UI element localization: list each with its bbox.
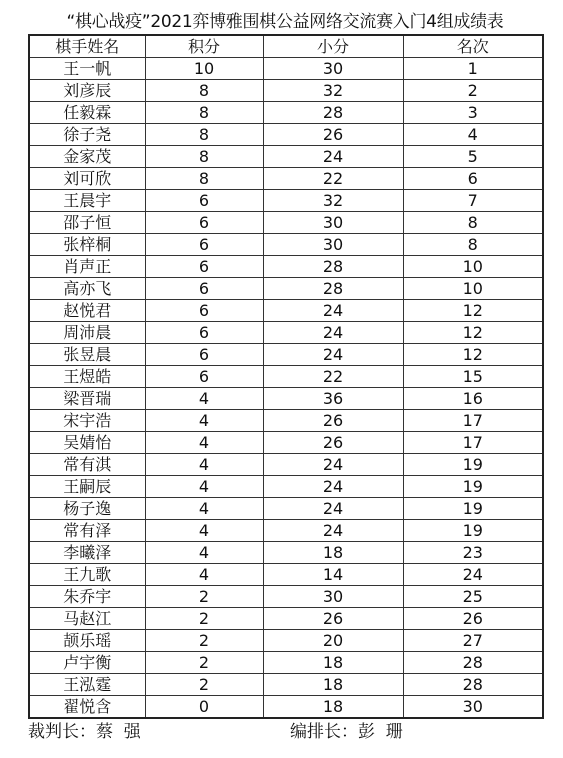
table-row <box>29 674 543 696</box>
document-title: “棋心战疫”2021弈博雅围棋公益网络交流赛入门4组成绩表 <box>66 12 504 32</box>
cell-tiebreak: 24 <box>263 498 403 520</box>
cell-rank: 16 <box>403 388 543 410</box>
cell-points: 6 <box>145 344 263 366</box>
cell-player-name: 王一帆 <box>29 58 145 80</box>
table-row <box>29 278 543 300</box>
cell-player-name: 周沛晨 <box>29 322 145 344</box>
cell-points: 4 <box>145 388 263 410</box>
table-row <box>29 608 543 630</box>
cell-player-name: 吴婧怡 <box>29 432 145 454</box>
cell-player-name: 邵子恒 <box>29 212 145 234</box>
cell-rank: 6 <box>403 168 543 190</box>
cell-player-name: 赵悦君 <box>29 300 145 322</box>
header-tiebreak: 小分 <box>263 35 403 58</box>
cell-rank: 24 <box>403 564 543 586</box>
cell-points: 4 <box>145 498 263 520</box>
table-row <box>29 432 543 454</box>
table-row <box>29 124 543 146</box>
cell-player-name: 常有淇 <box>29 454 145 476</box>
cell-points: 2 <box>145 586 263 608</box>
table-row <box>29 256 543 278</box>
cell-tiebreak: 24 <box>263 344 403 366</box>
cell-rank: 19 <box>403 498 543 520</box>
cell-points: 2 <box>145 674 263 696</box>
cell-tiebreak: 28 <box>263 278 403 300</box>
cell-rank: 28 <box>403 674 543 696</box>
table-row <box>29 652 543 674</box>
cell-player-name: 任毅霖 <box>29 102 145 124</box>
header-rank: 名次 <box>403 35 543 58</box>
cell-player-name: 王九歌 <box>29 564 145 586</box>
table-row <box>29 586 543 608</box>
cell-tiebreak: 18 <box>263 652 403 674</box>
cell-points: 4 <box>145 454 263 476</box>
cell-tiebreak: 30 <box>263 586 403 608</box>
table-row <box>29 58 543 80</box>
table-row <box>29 454 543 476</box>
cell-tiebreak: 22 <box>263 168 403 190</box>
cell-player-name: 翟悦含 <box>29 696 145 719</box>
cell-tiebreak: 24 <box>263 322 403 344</box>
table-row <box>29 696 543 719</box>
table-row <box>29 234 543 256</box>
cell-points: 4 <box>145 476 263 498</box>
cell-tiebreak: 18 <box>263 674 403 696</box>
cell-player-name: 常有泽 <box>29 520 145 542</box>
cell-points: 8 <box>145 168 263 190</box>
table-row <box>29 212 543 234</box>
cell-player-name: 宋宇浩 <box>29 410 145 432</box>
cell-rank: 30 <box>403 696 543 719</box>
cell-rank: 4 <box>403 124 543 146</box>
cell-rank: 26 <box>403 608 543 630</box>
cell-rank: 27 <box>403 630 543 652</box>
cell-rank: 19 <box>403 476 543 498</box>
cell-rank: 17 <box>403 432 543 454</box>
referee-label: 裁判长：蔡 强 <box>28 722 141 742</box>
cell-points: 8 <box>145 102 263 124</box>
cell-player-name: 徐子尧 <box>29 124 145 146</box>
cell-rank: 1 <box>403 58 543 80</box>
cell-tiebreak: 26 <box>263 124 403 146</box>
cell-points: 2 <box>145 652 263 674</box>
cell-tiebreak: 30 <box>263 234 403 256</box>
table-row <box>29 542 543 564</box>
cell-points: 0 <box>145 696 263 719</box>
cell-points: 4 <box>145 564 263 586</box>
cell-rank: 28 <box>403 652 543 674</box>
cell-player-name: 肖声正 <box>29 256 145 278</box>
cell-player-name: 王晨宇 <box>29 190 145 212</box>
cell-tiebreak: 30 <box>263 58 403 80</box>
cell-rank: 12 <box>403 322 543 344</box>
signature-footer <box>28 719 542 745</box>
cell-rank: 10 <box>403 256 543 278</box>
cell-tiebreak: 14 <box>263 564 403 586</box>
cell-rank: 19 <box>403 520 543 542</box>
cell-tiebreak: 24 <box>263 146 403 168</box>
cell-tiebreak: 28 <box>263 256 403 278</box>
cell-rank: 2 <box>403 80 543 102</box>
cell-tiebreak: 24 <box>263 476 403 498</box>
cell-points: 8 <box>145 146 263 168</box>
cell-rank: 7 <box>403 190 543 212</box>
cell-tiebreak: 18 <box>263 542 403 564</box>
cell-rank: 15 <box>403 366 543 388</box>
table-row <box>29 366 543 388</box>
cell-tiebreak: 36 <box>263 388 403 410</box>
cell-points: 4 <box>145 520 263 542</box>
cell-rank: 12 <box>403 300 543 322</box>
cell-tiebreak: 26 <box>263 432 403 454</box>
table-row <box>29 410 543 432</box>
cell-rank: 25 <box>403 586 543 608</box>
table-row <box>29 190 543 212</box>
cell-player-name: 金家茂 <box>29 146 145 168</box>
cell-player-name: 张昱晨 <box>29 344 145 366</box>
cell-rank: 3 <box>403 102 543 124</box>
cell-player-name: 杨子逸 <box>29 498 145 520</box>
table-row <box>29 80 543 102</box>
table-row <box>29 476 543 498</box>
table-row <box>29 388 543 410</box>
table-row <box>29 322 543 344</box>
cell-points: 8 <box>145 80 263 102</box>
cell-rank: 5 <box>403 146 543 168</box>
table-row <box>29 498 543 520</box>
cell-points: 6 <box>145 234 263 256</box>
cell-player-name: 王嗣辰 <box>29 476 145 498</box>
table-row <box>29 520 543 542</box>
cell-rank: 8 <box>403 212 543 234</box>
cell-points: 6 <box>145 300 263 322</box>
cell-player-name: 卢宇衡 <box>29 652 145 674</box>
cell-tiebreak: 28 <box>263 102 403 124</box>
table-row <box>29 146 543 168</box>
cell-tiebreak: 26 <box>263 410 403 432</box>
table-row <box>29 630 543 652</box>
cell-player-name: 王煜皓 <box>29 366 145 388</box>
cell-points: 2 <box>145 608 263 630</box>
table-body <box>29 58 543 719</box>
results-sheet <box>28 10 542 745</box>
cell-tiebreak: 20 <box>263 630 403 652</box>
cell-points: 6 <box>145 278 263 300</box>
cell-tiebreak: 32 <box>263 190 403 212</box>
cell-points: 4 <box>145 410 263 432</box>
cell-player-name: 朱乔宇 <box>29 586 145 608</box>
cell-player-name: 颉乐瑶 <box>29 630 145 652</box>
cell-points: 2 <box>145 630 263 652</box>
table-header-row <box>29 35 543 58</box>
cell-tiebreak: 22 <box>263 366 403 388</box>
cell-tiebreak: 24 <box>263 454 403 476</box>
table-row <box>29 300 543 322</box>
table-row <box>29 168 543 190</box>
cell-rank: 19 <box>403 454 543 476</box>
cell-points: 8 <box>145 124 263 146</box>
cell-tiebreak: 24 <box>263 520 403 542</box>
table-row <box>29 102 543 124</box>
cell-points: 10 <box>145 58 263 80</box>
cell-rank: 10 <box>403 278 543 300</box>
cell-player-name: 高亦飞 <box>29 278 145 300</box>
cell-tiebreak: 30 <box>263 212 403 234</box>
header-points: 积分 <box>145 35 263 58</box>
cell-player-name: 马赵江 <box>29 608 145 630</box>
cell-player-name: 刘可欣 <box>29 168 145 190</box>
cell-tiebreak: 24 <box>263 300 403 322</box>
cell-tiebreak: 32 <box>263 80 403 102</box>
results-table <box>28 34 544 719</box>
cell-rank: 17 <box>403 410 543 432</box>
cell-points: 6 <box>145 212 263 234</box>
cell-player-name: 李曦泽 <box>29 542 145 564</box>
cell-points: 6 <box>145 322 263 344</box>
cell-player-name: 梁晋瑞 <box>29 388 145 410</box>
table-row <box>29 344 543 366</box>
cell-points: 6 <box>145 190 263 212</box>
cell-player-name: 刘彦辰 <box>29 80 145 102</box>
cell-points: 4 <box>145 542 263 564</box>
cell-rank: 23 <box>403 542 543 564</box>
cell-tiebreak: 26 <box>263 608 403 630</box>
cell-player-name: 张梓桐 <box>29 234 145 256</box>
cell-points: 4 <box>145 432 263 454</box>
cell-points: 6 <box>145 256 263 278</box>
table-row <box>29 564 543 586</box>
cell-rank: 8 <box>403 234 543 256</box>
cell-tiebreak: 18 <box>263 696 403 719</box>
organizer-label: 编排长：彭 珊 <box>290 722 403 742</box>
cell-points: 6 <box>145 366 263 388</box>
cell-player-name: 王泓霆 <box>29 674 145 696</box>
cell-rank: 12 <box>403 344 543 366</box>
header-player-name: 棋手姓名 <box>29 35 145 58</box>
